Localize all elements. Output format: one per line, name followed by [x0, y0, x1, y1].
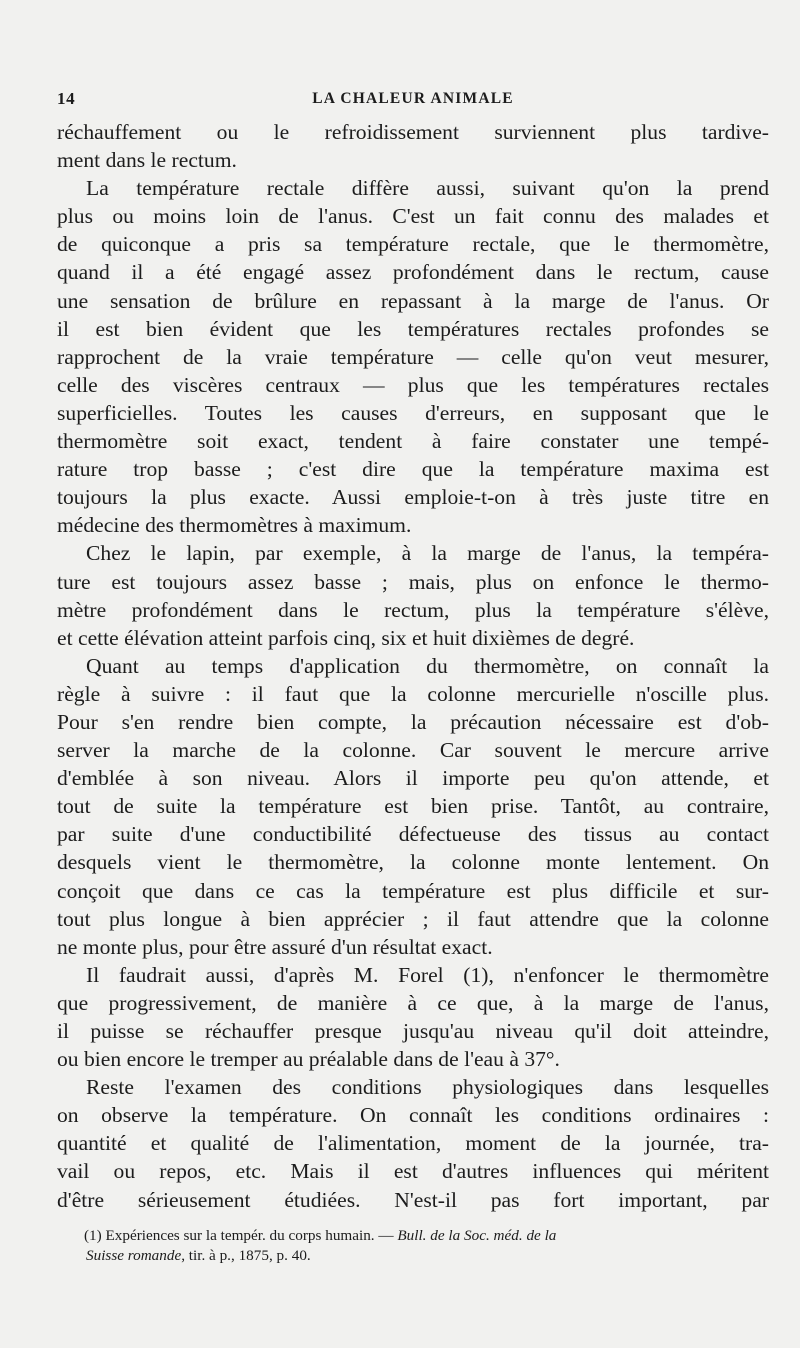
paragraph	[57, 174, 769, 539]
text-line: rapprochent de la vraie température — celle qu'on veut mesurer,	[57, 344, 769, 369]
footnote-line	[57, 1246, 769, 1266]
running-head	[57, 84, 769, 114]
text-line: mètre profondément dans le rectum, plus la température s'élève,	[57, 597, 769, 622]
text-line: de quiconque a pris sa température rectale, que le thermomètre,	[57, 232, 769, 257]
text-line: quantité et qualité de l'alimentation, moment de la journée, tra-	[57, 1131, 769, 1156]
text-line: La température rectale diffère aussi, suivant qu'on la prend	[86, 176, 769, 201]
text-line: Pour s'en rendre bien compte, la précaution nécessaire est d'ob-	[57, 709, 769, 734]
text-line: Reste l'examen des conditions physiologiques dans lesquelles	[86, 1075, 769, 1100]
text-line: d'être sérieusement étudiées. N'est-il pas fort important, par	[57, 1187, 769, 1212]
body-text	[57, 118, 769, 1214]
text-line: conçoit que dans ce cas la température est plus difficile et sur-	[57, 878, 769, 903]
text-line: desquels vient le thermomètre, la colonne monte lentement. On	[57, 850, 769, 875]
footnote-text: (1) Expériences sur la tempér. du corps humain. —	[84, 1226, 398, 1244]
text-line: il est bien évident que les températures rectales profondes se	[57, 316, 769, 341]
footnote-line	[57, 1226, 769, 1246]
paragraph	[57, 961, 769, 1073]
text-line: ment dans le rectum.	[57, 148, 237, 173]
text-line: thermomètre soit exact, tendent à faire constater une tempé-	[57, 429, 769, 454]
text-line: vail ou repos, etc. Mais il est d'autres influences qui méritent	[57, 1159, 769, 1184]
text-line: rature trop basse ; c'est dire que la température maxima est	[57, 457, 769, 482]
text-line: et cette élévation atteint parfois cinq, six et huit dixièmes de degré.	[57, 625, 635, 650]
footnote-journal: Bull. de la Soc. méd. de la	[397, 1226, 557, 1244]
text-line: quand il a été engagé assez profondément dans le rectum, cause	[57, 260, 769, 285]
text-line: médecine des thermomètres à maximum.	[57, 513, 412, 538]
text-line: Quant au temps d'application du thermomètre, on connaît la	[86, 653, 769, 678]
text-line: une sensation de brûlure en repassant à la marge de l'anus. Or	[57, 288, 769, 313]
footnote-text: , tir. à p., 1875, p. 40.	[181, 1246, 311, 1264]
text-line: on observe la température. On connaît les conditions ordinaires :	[57, 1103, 769, 1128]
book-page	[57, 84, 769, 1266]
text-line: ne monte plus, pour être assuré d'un résultat exact.	[57, 934, 493, 959]
text-line: tout plus longue à bien apprécier ; il faut attendre que la colonne	[57, 906, 769, 931]
text-line: il puisse se réchauffer presque jusqu'au niveau qu'il doit atteindre,	[57, 1019, 769, 1043]
running-title: LA CHALEUR ANIMALE	[312, 90, 514, 107]
footnotes	[57, 1226, 769, 1266]
text-line: Chez le lapin, par exemple, à la marge de l'anus, la tempéra-	[86, 541, 769, 566]
page-number: 14	[57, 89, 76, 108]
text-line: plus ou moins loin de l'anus. C'est un fait connu des malades et	[57, 204, 769, 229]
text-line: d'emblée à son niveau. Alors il importe peu qu'on attende, et	[57, 766, 769, 791]
text-line: règle à suivre : il faut que la colonne mercurielle n'oscille plus.	[57, 681, 769, 706]
text-line: Il faudrait aussi, d'après M. Forel (1), n'enfoncer le thermomètre	[86, 962, 769, 987]
text-line: ou bien encore le tremper au préalable dans de l'eau à 37°.	[57, 1047, 560, 1072]
paragraph	[57, 118, 769, 174]
footnote-journal: Suisse romande	[86, 1246, 182, 1264]
text-line: ture est toujours assez basse ; mais, plus on enfonce le thermo-	[57, 569, 769, 594]
text-line: que progressivement, de manière à ce que, à la marge de l'anus,	[57, 990, 769, 1015]
text-line: tout de suite la température est bien prise. Tantôt, au contraire,	[57, 794, 769, 819]
text-line: réchauffement ou le refroidissement surviennent plus tardive-	[57, 120, 769, 144]
text-line: superficielles. Toutes les causes d'erreurs, en supposant que le	[57, 400, 769, 425]
paragraph	[57, 539, 769, 651]
text-line: par suite d'une conductibilité défectueuse des tissus au contact	[57, 822, 769, 847]
text-line: server la marche de la colonne. Car souvent le mercure arrive	[57, 738, 769, 763]
text-line: toujours la plus exacte. Aussi emploie-t-on à très juste titre en	[57, 485, 769, 510]
text-line: celle des viscères centraux — plus que les températures rectales	[57, 372, 769, 397]
paragraph	[57, 1073, 769, 1213]
paragraph	[57, 652, 769, 961]
